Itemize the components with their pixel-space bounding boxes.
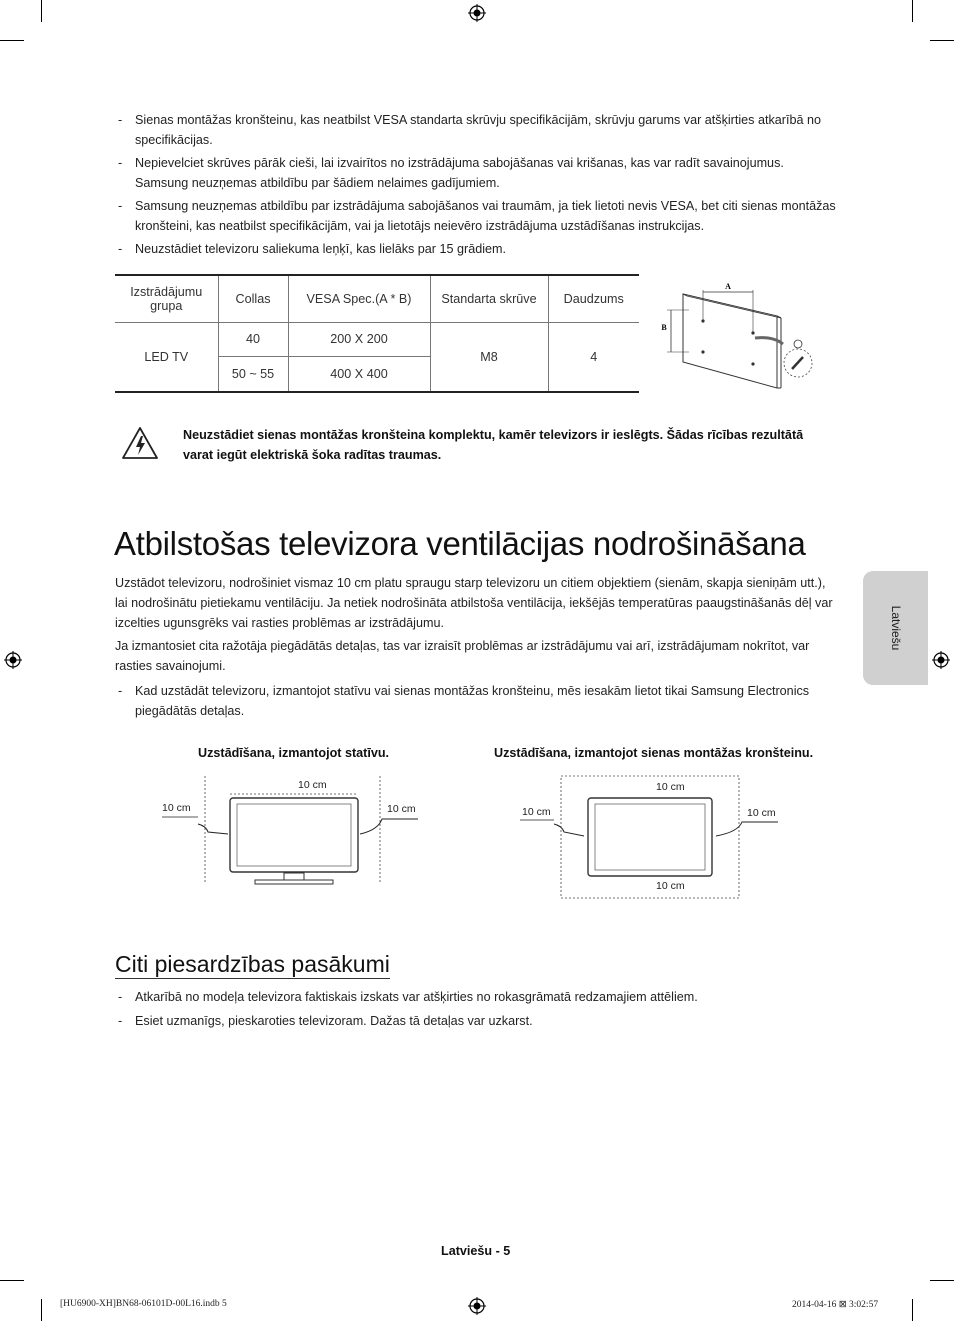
list-item: - Esiet uzmanīgs, pieskaroties televizoram. Dažas tā detaļas var uzkarst. — [118, 1013, 533, 1028]
crop-mark — [41, 1299, 42, 1321]
crop-mark — [41, 0, 42, 22]
table-cell-group: LED TV — [115, 322, 218, 392]
table-cell: 400 X 400 — [288, 356, 430, 392]
table-header: Collas — [218, 275, 288, 322]
list-item: - Atkarībā no modeļa televizora faktiskais izskats var atšķirties no rokasgrāmatā redzamajiem attēliem. — [118, 990, 698, 1004]
crop-mark — [912, 1299, 913, 1321]
table-cell: 40 — [218, 322, 288, 356]
wall-mount-diagram — [655, 276, 825, 394]
table-cell-quantity: 4 — [548, 322, 639, 392]
registration-mark-icon — [4, 651, 22, 669]
other-notes-list — [115, 988, 837, 1035]
crop-mark — [0, 1280, 24, 1281]
dimension-label-a: A — [725, 282, 731, 291]
print-slug-left: [HU6900-XH]BN68-06101D-00L16.indb 5 — [60, 1299, 227, 1309]
ventilation-notes-list — [115, 682, 837, 725]
gap-label-right: 10 cm — [747, 807, 776, 819]
registration-mark-icon — [468, 4, 486, 22]
table-cell: 50 ~ 55 — [218, 356, 288, 392]
list-item: - Samsung neuzņemas atbildību par izstrādājuma sabojāšanos vai traumām, ja tiek lietoti nevis VESA, bet citi sienas montāžas kronšteini, kas neatbilst specifikācijām, vai ja lietotājs neievēro izstrādājuma uzstādīšanas instrukcijas. — [118, 199, 836, 233]
registration-mark-icon — [468, 1297, 486, 1315]
list-item: - Kad uzstādāt televizoru, izmantojot statīvu vai sienas montāžas kronšteinu, mēs iesakām lietot tikai Samsung Electronics piegādātās detaļas. — [118, 684, 810, 718]
table-header: VESA Spec.(A * B) — [288, 275, 430, 322]
table-row — [115, 322, 639, 356]
print-slug-right: 2014-04-16 ⊠ 3:02:57 — [792, 1300, 879, 1310]
crop-mark — [930, 1280, 954, 1281]
table-header: Standarta skrūve — [430, 275, 548, 322]
wall-diagram-title: Uzstādīšana, izmantojot sienas montāžas kronšteinu. — [494, 746, 814, 760]
registration-mark-icon — [932, 651, 950, 669]
page-number: Latviešu - 5 — [441, 1244, 511, 1258]
mounting-notes-list — [115, 111, 837, 264]
table-cell: 200 X 200 — [288, 322, 430, 356]
table-header: Daudzums — [548, 275, 639, 322]
language-side-tab — [863, 571, 928, 685]
crop-mark — [930, 40, 954, 41]
gap-label-left: 10 cm — [162, 802, 191, 814]
table-header: Izstrādājumu grupa — [115, 275, 218, 322]
list-item: - Sienas montāžas kronšteinu, kas neatbilst VESA standarta skrūvju specifikācijām, skrūvju garums var atšķirties atkarībā no specifikācijas. — [118, 113, 821, 147]
crop-mark — [912, 0, 913, 22]
gap-label-bottom: 10 cm — [656, 880, 685, 892]
crop-mark — [0, 40, 24, 41]
side-tab-label: Latviešu — [888, 605, 903, 651]
list-item: - Nepievelciet skrūves pārāk cieši, lai izvairītos no izstrādājuma sabojāšanas vai krišanas, kas var radīt savainojumus. Samsung neuzņemas atbildību par šādiem nelaimes gadījumiem. — [118, 156, 784, 190]
warning-text: Neuzstādiet sienas montāžas kronšteina komplektu, kamēr televizors ir ieslēgts. Šādas rīcības rezultātā varat iegūt elektriskā šoka radītas traumas. — [183, 428, 804, 462]
section-title: Atbilstošas televizora ventilācijas nodrošināšana — [114, 525, 806, 562]
gap-label-top: 10 cm — [656, 781, 685, 793]
wall-installation-diagram — [516, 772, 784, 902]
gap-label-right: 10 cm — [387, 803, 416, 815]
stand-diagram-title: Uzstādīšana, izmantojot statīvu. — [198, 746, 390, 760]
vesa-spec-table — [115, 274, 639, 393]
gap-label-left: 10 cm — [522, 806, 551, 818]
list-item: - Neuzstādiet televizoru saliekuma leņķī, kas lielāks par 15 grādiem. — [118, 242, 506, 256]
paragraph: Ja izmantosiet cita ražotāja piegādātās detaļas, tas var izraisīt problēmas ar izstrādājumu vai arī, izstrādājumam nokrītot, var rasties savainojumi. — [115, 639, 810, 673]
electric-shock-warning-icon — [121, 425, 159, 461]
table-header-row — [115, 275, 639, 322]
gap-label-top: 10 cm — [298, 779, 327, 791]
paragraph: Uzstādot televizoru, nodrošiniet vismaz 10 cm platu spraugu starp televizoru un citiem objektiem (sienām, skapja sieniņām utt.), lai nodrošinātu pietiekamu ventilāciju. Ja netiek nodrošināta atbilstoša ventilācija, iekšējās temperatūras paaugstināšanās dēļ var izcelties ugunsgrēks vai rasties problēmas ar izstrādājumu. — [115, 576, 833, 630]
table-cell-screw: M8 — [430, 322, 548, 392]
stand-installation-diagram — [160, 772, 424, 888]
dimension-label-b: B — [661, 323, 667, 332]
subsection-title: Citi piesardzības pasākumi — [115, 951, 390, 977]
